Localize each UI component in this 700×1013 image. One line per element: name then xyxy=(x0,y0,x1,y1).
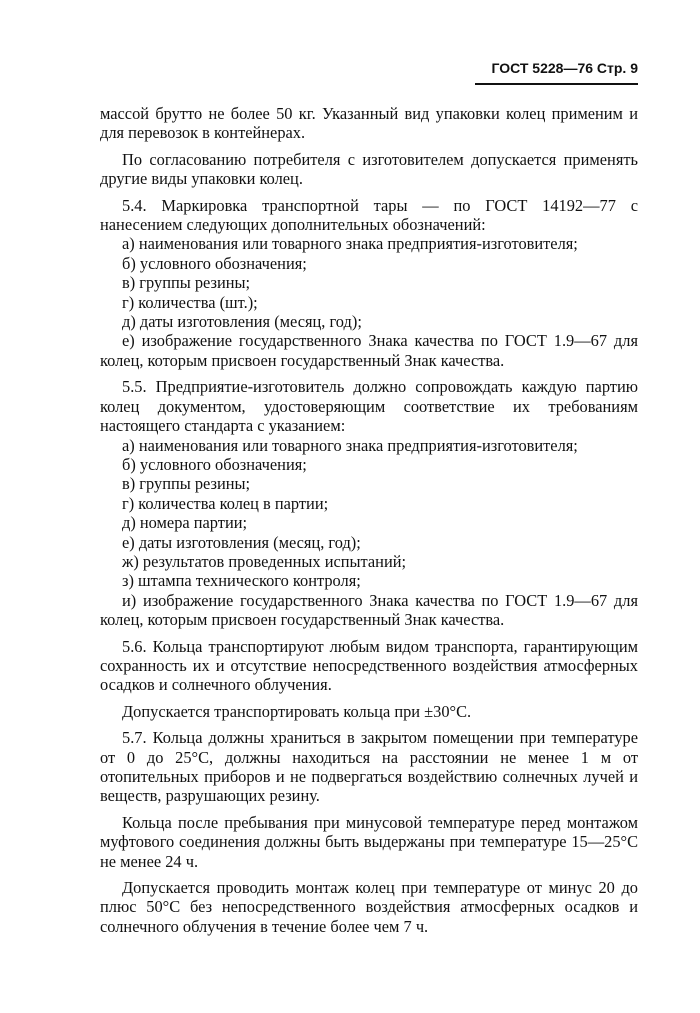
list-item: в) группы резины; xyxy=(122,474,251,494)
list-item: б) условного обозначения; xyxy=(122,454,307,474)
list-item: а) наименования или товарного знака предприятия-изготовителя; xyxy=(122,435,578,455)
section-5-4: 5.4. Маркировка транспортной тары — по ГОСТ 14192—77 с нанесением следующих дополнительных обозначений: xyxy=(100,195,638,235)
list-item: е) изображение государственного Знака качества по ГОСТ 1.9—67 для колец, которым присвоен государственный Знак качества. xyxy=(100,331,638,370)
section-5-7: 5.7. Кольца должны храниться в закрытом помещении при температуре от 0 до 25°C, должны находиться на расстоянии не менее 1 м от отопительных приборов и не подвергаться воздействию солнечных лучей и веществ, разрушающих резину. xyxy=(100,728,638,806)
paragraph-installation-temp: Допускается проводить монтаж колец при температуре от минус 20 до плюс 50°C без непосредственного воздействия атмосферных осадков и солнечного облучения в течение более чем 7 ч. xyxy=(100,878,638,936)
list-item: в) группы резины; xyxy=(122,273,251,293)
page-body xyxy=(100,104,638,936)
list-item: з) штампа технического контроля; xyxy=(122,571,361,591)
section-5-5: 5.5. Предприятие-изготовитель должно сопровождать каждую партию колец документом, удостоверяющим соответствие их требованиям настоящего стандарта с указанием: xyxy=(100,377,638,436)
list-item: а) наименования или товарного знака предприятия-изготовителя; xyxy=(122,234,578,254)
header-rule xyxy=(475,83,638,85)
list-item: д) даты изготовления (месяц, год); xyxy=(122,312,362,332)
list-item: г) количества колец в партии; xyxy=(122,493,329,513)
list-item: и) изображение государственного Знака качества по ГОСТ 1.9—67 для колец, которым присвоен государственный Знак качества. xyxy=(100,590,638,630)
paragraph-continuation: массой брутто не более 50 кг. Указанный вид упаковки колец применим и для перевозок в контейнерах. xyxy=(100,104,638,143)
list-item: б) условного обозначения; xyxy=(122,253,307,273)
list-item: д) номера партии; xyxy=(122,513,248,533)
page-header: ГОСТ 5228—76 Стр. 9 xyxy=(491,60,638,76)
paragraph-minus-temp: Кольца после пребывания при минусовой температуре перед монтажом муфтового соединения должны быть выдержаны при температуре 15—25°C не менее 24 ч. xyxy=(100,812,638,871)
list-item: г) количества (шт.); xyxy=(122,292,258,312)
section-5-6: 5.6. Кольца транспортируют любым видом транспорта, гарантирующим сохранность их и отсутствие непосредственного воздействия атмосферных осадков и солнечного облучения. xyxy=(100,636,638,695)
paragraph-agreement: По согласованию потребителя с изготовителем допускается применять другие виды упаковки колец. xyxy=(100,149,638,189)
list-item: е) даты изготовления (месяц, год); xyxy=(122,532,361,552)
list-item: ж) результатов проведенных испытаний; xyxy=(122,551,407,571)
paragraph-transport-temp: Допускается транспортировать кольца при ±30°C. xyxy=(122,701,472,721)
